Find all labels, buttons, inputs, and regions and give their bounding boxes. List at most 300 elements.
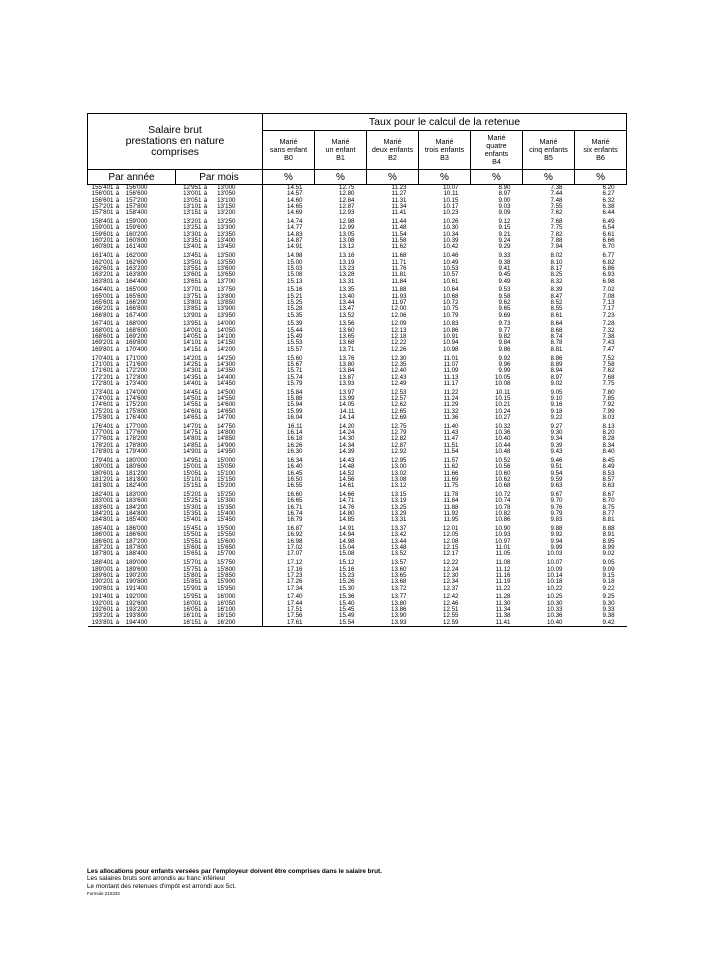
- rate-cell-b5: 10.09: [547, 565, 563, 573]
- rate-cell-b5: 8.78: [550, 339, 563, 347]
- rate-cell-b1: 13.35: [339, 286, 355, 294]
- monthly-range-to: 14'700: [217, 414, 236, 422]
- annual-range-from: 192'001: [91, 599, 114, 607]
- rate-cell-b5: 8.64: [550, 320, 563, 328]
- range-separator: à: [115, 414, 120, 422]
- rate-cell-b6: 8.57: [602, 475, 615, 483]
- monthly-range-to: 16'150: [217, 612, 236, 620]
- range-separator: à: [203, 456, 208, 464]
- monthly-range-from: 15'151: [183, 482, 202, 490]
- rate-cell-b3: 12.17: [443, 550, 459, 558]
- monthly-range-to: 13'800: [217, 292, 236, 300]
- column-header-code: B4: [492, 157, 501, 166]
- annual-range-from: 183'001: [91, 497, 114, 505]
- monthly-range-to: 13'150: [217, 203, 236, 211]
- rate-cell-b5: 8.47: [550, 292, 563, 300]
- annual-range-to: 186'600: [125, 531, 148, 539]
- range-separator: à: [115, 277, 120, 285]
- monthly-range-to: 15'700: [217, 550, 236, 558]
- range-separator: à: [115, 578, 120, 586]
- rate-cell-b6: 9.22: [602, 584, 615, 592]
- rate-cell-b3: 11.57: [443, 456, 459, 464]
- monthly-range-to: 15'450: [217, 516, 236, 524]
- footnote-rounding-salary: Les salaires bruts sont arrondis au franc inférieur: [87, 875, 226, 883]
- rate-cell-b0: 15.08: [263, 272, 315, 278]
- annual-range-from: 178'801: [91, 448, 114, 456]
- rate-cell-b6: 6.49: [602, 218, 615, 226]
- rate-cell-b3: 11.01: [443, 354, 459, 362]
- rate-cell-b3: 12.46: [443, 599, 459, 607]
- range-separator: à: [203, 388, 208, 396]
- annual-range-from: 168'001: [91, 326, 114, 334]
- rate-cell-b2: 12.53: [391, 388, 407, 396]
- monthly-range-from: 13'901: [183, 311, 202, 319]
- rate-cell-b5: 9.05: [550, 388, 563, 396]
- column-header-b3: [419, 131, 471, 170]
- rate-cell-b6: 7.99: [602, 407, 615, 415]
- annual-range-to: 172'200: [125, 367, 148, 375]
- range-separator: à: [115, 584, 120, 592]
- annual-range-from: 165'001: [91, 292, 114, 300]
- rate-cell-b1: 14.66: [339, 490, 355, 498]
- rate-cell-b3: 12.59: [419, 620, 471, 627]
- annual-range-to: 181'800: [125, 475, 148, 483]
- rate-cell-b0: 15.60: [263, 356, 315, 362]
- monthly-range-to: 14'200: [217, 345, 236, 353]
- range-separator: à: [115, 456, 120, 464]
- rate-cell-b4: 10.97: [495, 537, 511, 545]
- rate-cell-b5: 9.76: [550, 503, 563, 511]
- rate-cell-b5: 9.27: [550, 422, 563, 430]
- range-separator: à: [115, 252, 120, 260]
- rate-cell-b0: 15.39: [263, 321, 315, 327]
- rate-cell-b2: 13.68: [391, 578, 407, 586]
- monthly-range-to: 13'400: [217, 237, 236, 245]
- rate-cell-b3: 12.37: [443, 584, 459, 592]
- annual-range-from: 187'201: [91, 544, 114, 552]
- range-separator: à: [115, 292, 120, 300]
- rate-cell-b1: 13.31: [339, 277, 355, 285]
- annual-range-to: 174'000: [125, 388, 148, 396]
- column-header-l2: sans enfant: [269, 145, 308, 154]
- range-separator: à: [115, 190, 120, 198]
- monthly-range-from: 15'001: [183, 463, 202, 471]
- annual-range-from: 156'601: [91, 196, 114, 204]
- rate-cell-b0: 15.25: [263, 300, 315, 306]
- rate-cell-b3: 12.15: [443, 544, 459, 552]
- rate-cell-b2: 12.43: [391, 373, 407, 381]
- monthly-range-to: 13'000: [217, 184, 236, 191]
- annual-range-from: 160'801: [91, 243, 114, 251]
- rate-cell-b4: 9.45: [498, 271, 511, 279]
- range-separator: à: [115, 237, 120, 245]
- annual-range-to: 162'600: [125, 258, 148, 266]
- annual-range-from: 171'601: [91, 367, 114, 375]
- rate-cell-b1: 13.44: [339, 299, 355, 307]
- rate-cell-b2: 13.25: [391, 503, 407, 511]
- rate-cell-b0: 17.40: [263, 594, 315, 600]
- rate-cell-b1: 15.12: [339, 559, 355, 567]
- range-separator: à: [115, 422, 120, 430]
- rate-cell-b1: 13.40: [339, 292, 355, 300]
- monthly-range-to: 13'700: [217, 277, 236, 285]
- rate-cell-b2: 12.00: [391, 305, 407, 313]
- rate-cell-b6: 8.63: [602, 482, 615, 490]
- annual-range-to: 160'200: [125, 230, 148, 238]
- monthly-range-from: 14'951: [183, 456, 202, 464]
- rate-cell-b5: 10.33: [547, 606, 563, 613]
- range-separator: à: [115, 525, 120, 533]
- rate-cell-b6: 7.62: [602, 367, 615, 375]
- rate-cell-b1: 14.52: [339, 469, 355, 477]
- monthly-range-from: 14'101: [183, 339, 202, 347]
- rate-cell-b2: 13.80: [391, 599, 407, 607]
- monthly-range-from: 14'051: [183, 333, 202, 341]
- rate-cell-b2: 13.19: [391, 497, 407, 505]
- rate-cell-b6: 9.18: [602, 578, 615, 586]
- rate-cell-b4: 9.29: [498, 243, 511, 251]
- range-separator: à: [203, 277, 208, 285]
- range-separator: à: [203, 599, 208, 607]
- rate-cell-b6: 7.38: [602, 333, 615, 341]
- range-separator: à: [115, 606, 120, 613]
- range-separator: à: [203, 224, 208, 232]
- rate-cell-b1: 12.80: [339, 190, 355, 198]
- rate-cell-b4: 10.93: [495, 531, 511, 539]
- annual-range-to: 171'600: [125, 360, 148, 368]
- rate-cell-b3: 12.30: [443, 571, 459, 579]
- rate-cell-b0: 16.71: [263, 505, 315, 511]
- rate-cell-b6: 9.09: [602, 565, 615, 573]
- rate-cell-b2: 12.18: [391, 333, 407, 341]
- monthly-range-to: 13'250: [217, 218, 236, 226]
- range-separator: à: [115, 407, 120, 415]
- rate-cell-b5: 9.46: [550, 456, 563, 464]
- annual-range-from: 159'601: [91, 230, 114, 238]
- rate-cell-b5: 7.88: [550, 237, 563, 245]
- rate-cell-b0: 15.03: [263, 266, 315, 272]
- rate-cell-b3: 11.78: [443, 490, 459, 498]
- rate-cell-b6: 8.70: [602, 497, 615, 505]
- annual-range-to: 162'000: [125, 252, 148, 260]
- rate-cell-b3: 10.83: [443, 320, 459, 328]
- annual-range-to: 163'200: [125, 264, 148, 272]
- rate-cell-b3: 11.84: [443, 497, 459, 505]
- rate-cell-b5: 9.34: [550, 435, 563, 443]
- annual-range-to: 175'800: [125, 407, 148, 415]
- rate-cell-b1: 14.34: [339, 441, 355, 449]
- rate-cell-b4: 8.90: [498, 184, 511, 191]
- rate-cell-b6: 9.15: [602, 571, 615, 579]
- range-separator: à: [115, 510, 120, 518]
- monthly-range-to: 14'950: [217, 448, 236, 456]
- range-separator: à: [115, 388, 120, 396]
- rate-cell-b2: 13.72: [391, 584, 407, 592]
- rate-cell-b3: 10.39: [443, 237, 459, 245]
- rate-cell-b0: 14.77: [263, 225, 315, 231]
- range-separator: à: [115, 345, 120, 353]
- annual-range-from: 189'001: [91, 565, 114, 573]
- monthly-range-from: 12'951: [183, 184, 202, 191]
- annual-range-to: 157'200: [125, 196, 148, 204]
- rate-cell-b5: 8.89: [550, 360, 563, 368]
- annual-range-to: 194'400: [125, 618, 148, 626]
- rate-cell-b6: 7.13: [602, 299, 615, 307]
- rate-cell-b4: 9.03: [498, 203, 511, 211]
- rate-cell-b4: 11.30: [495, 599, 511, 607]
- rate-cell-b0: 15.99: [263, 409, 315, 415]
- footnotes: [87, 868, 382, 898]
- rate-cell-b0: 16.40: [263, 464, 315, 470]
- rate-cell-b0: 15.74: [263, 375, 315, 381]
- annual-range-to: 164'400: [125, 277, 148, 285]
- rate-cell-b1: 13.56: [339, 320, 355, 328]
- rate-cell-b5: 9.16: [550, 401, 563, 409]
- tax-rate-table: [87, 113, 627, 627]
- rate-cell-b3: 10.30: [443, 224, 459, 232]
- rate-cell-b5: 9.83: [550, 516, 563, 524]
- rate-cell-b1: 14.61: [339, 482, 355, 490]
- range-separator: à: [203, 218, 208, 226]
- rate-cell-b5: 9.59: [550, 475, 563, 483]
- rate-cell-b3: 11.69: [443, 475, 459, 483]
- column-header-l2: un enfant: [325, 145, 356, 154]
- range-separator: à: [115, 544, 120, 552]
- rate-cell-b1: 13.99: [339, 395, 355, 402]
- rate-cell-b4: 10.82: [495, 510, 511, 518]
- rate-cell-b1: 14.91: [339, 525, 355, 533]
- rate-cell-b0: 14.87: [263, 238, 315, 244]
- annual-range-from: 172'201: [91, 373, 114, 381]
- annual-range-from: 166'201: [91, 305, 114, 313]
- rate-cell-b5: 9.39: [550, 441, 563, 449]
- range-separator: à: [203, 243, 208, 251]
- monthly-range-to: 14'050: [217, 326, 236, 334]
- rate-cell-b6: 6.82: [602, 258, 615, 266]
- rate-cell-b0: 15.94: [263, 402, 315, 408]
- monthly-range-from: 15'951: [183, 593, 202, 601]
- annual-range-to: 190'200: [125, 571, 148, 579]
- rate-cell-b0: 15.49: [263, 334, 315, 340]
- rate-cell-b4: 10.72: [495, 490, 511, 498]
- range-separator: à: [203, 578, 208, 586]
- rate-cell-b6: 7.43: [602, 339, 615, 347]
- rate-cell-b5: 8.25: [550, 271, 563, 279]
- annual-range-from: 187'801: [91, 550, 114, 558]
- rate-cell-b6: 9.42: [575, 620, 627, 627]
- rate-cell-b0: 15.28: [263, 306, 315, 312]
- monthly-range-from: 15'601: [183, 544, 202, 552]
- annual-range-from: 191'401: [91, 593, 114, 601]
- annual-range-to: 172'800: [125, 373, 148, 381]
- rate-cell-b5: 7.75: [550, 224, 563, 232]
- rate-cell-b6: 6.70: [602, 243, 615, 251]
- rate-cell-b0: 16.74: [263, 511, 315, 517]
- rate-cell-b0: 17.51: [263, 607, 315, 613]
- annual-range-from: 193'801: [91, 618, 114, 626]
- rate-cell-b2: 11.41: [391, 209, 407, 217]
- rate-cell-b5: 8.39: [550, 286, 563, 294]
- annual-range-from: 177'001: [91, 429, 114, 437]
- rate-cell-b6: 9.38: [602, 612, 615, 620]
- rate-cell-b5: 10.36: [547, 612, 563, 620]
- rate-cell-b4: 10.86: [495, 516, 511, 524]
- percent-header: %: [367, 170, 419, 185]
- rate-cell-b1: 13.16: [339, 252, 355, 260]
- range-separator: à: [115, 184, 120, 191]
- annual-range-to: 158'400: [125, 209, 148, 217]
- rate-cell-b6: 8.67: [602, 490, 615, 498]
- column-header-l2: trois enfants: [424, 145, 465, 154]
- rate-cell-b4: 9.86: [498, 345, 511, 353]
- rate-cell-b4: 11.08: [495, 559, 511, 567]
- monthly-range-to: 14'150: [217, 339, 236, 347]
- range-separator: à: [203, 469, 208, 477]
- rate-cell-b6: 6.98: [602, 277, 615, 285]
- rate-cell-b1: 15.49: [339, 612, 355, 620]
- annual-range-to: 175'200: [125, 401, 148, 409]
- rate-cell-b6: 6.54: [602, 224, 615, 232]
- annual-range-to: 166'800: [125, 305, 148, 313]
- rate-cell-b0: 15.88: [263, 396, 315, 402]
- rate-cell-b2: 12.62: [391, 401, 407, 409]
- rate-cell-b6: 9.30: [602, 599, 615, 607]
- range-separator: à: [115, 593, 120, 601]
- annual-range: [88, 620, 176, 627]
- range-separator: à: [203, 230, 208, 238]
- annual-range-to: 159'600: [125, 224, 148, 232]
- range-separator: à: [115, 537, 120, 545]
- annual-range-from: 171'001: [91, 360, 114, 368]
- annual-range-to: 193'800: [125, 612, 148, 620]
- range-separator: à: [115, 565, 120, 573]
- monthly-range-to: 14'500: [217, 388, 236, 396]
- rate-cell-b5: 9.63: [550, 482, 563, 490]
- rate-cell-b6: 6.27: [602, 190, 615, 198]
- rate-cell-b4: 10.08: [495, 379, 511, 387]
- monthly-range-from: 13'401: [183, 243, 202, 251]
- range-separator: à: [203, 503, 208, 511]
- rate-cell-b4: 9.09: [498, 209, 511, 217]
- range-separator: à: [203, 345, 208, 353]
- monthly-range-from: 13'651: [183, 277, 202, 285]
- rate-cell-b0: 16.50: [263, 477, 315, 483]
- annual-range-to: 182'400: [125, 482, 148, 490]
- rate-cell-b2: 11.68: [391, 252, 407, 260]
- rate-cell-b4: 10.32: [495, 422, 511, 430]
- rate-cell-b5: 8.97: [550, 373, 563, 381]
- rate-cell-b3: 10.26: [443, 218, 459, 226]
- range-separator: à: [115, 243, 120, 251]
- rate-cell-b0: 15.16: [263, 287, 315, 293]
- monthly-range-to: 15'750: [217, 559, 236, 567]
- annual-range-from: 167'401: [91, 320, 114, 328]
- annual-range-from: 176'401: [91, 422, 114, 430]
- range-separator: à: [203, 544, 208, 552]
- column-header-code: B1: [336, 153, 345, 162]
- percent-header: %: [315, 170, 367, 185]
- rate-cell-b3: 11.51: [443, 441, 459, 449]
- monthly-range-to: 14'650: [217, 407, 236, 415]
- range-separator: à: [115, 305, 120, 313]
- annual-range-to: 165'600: [125, 292, 148, 300]
- column-header-code: B6: [596, 153, 605, 162]
- monthly-range-to: 16'000: [217, 593, 236, 601]
- rate-cell-b0: 14.65: [263, 204, 315, 210]
- rate-cell-b0: 15.84: [263, 390, 315, 396]
- annual-range-from: 156'001: [91, 190, 114, 198]
- annual-range-to: 187'200: [125, 537, 148, 545]
- annual-range-to: 189'600: [125, 565, 148, 573]
- rate-cell-b4: 10.62: [495, 475, 511, 483]
- annual-range-from: 172'801: [91, 379, 114, 387]
- rate-cell-b3: 11.88: [443, 503, 459, 511]
- monthly-range-to: 14'300: [217, 360, 236, 368]
- rate-cell-b5: 7.68: [550, 218, 563, 226]
- annual-range-to: 181'200: [125, 469, 148, 477]
- rate-cell-b6: 7.80: [602, 388, 615, 396]
- rate-cell-b1: 14.14: [339, 414, 355, 422]
- column-header-b2: [367, 131, 419, 170]
- range-separator: à: [115, 475, 120, 483]
- monthly-range-from: 14'651: [183, 414, 202, 422]
- monthly-range-from: 13'051: [183, 196, 202, 204]
- rate-cell-b5: 7.55: [550, 203, 563, 211]
- annual-range-to: 163'800: [125, 271, 148, 279]
- annual-range-from: 181'801: [91, 482, 114, 490]
- annual-range-to: 156'600: [125, 190, 148, 198]
- range-separator: à: [203, 333, 208, 341]
- range-separator: à: [203, 209, 208, 217]
- monthly-range-from: 15'651: [183, 550, 202, 558]
- rate-cell-b2: 11.62: [391, 243, 407, 251]
- rate-cell-b0: 16.45: [263, 471, 315, 477]
- range-separator: à: [203, 475, 208, 483]
- annual-range-to: 185'400: [125, 516, 148, 524]
- rate-cell-b1: 15.36: [339, 593, 355, 601]
- column-header-b5: [523, 131, 575, 170]
- rate-cell-b2: 13.65: [391, 571, 407, 579]
- column-header-l2: six enfants: [583, 145, 618, 154]
- annual-range-from: 163'201: [91, 271, 114, 279]
- rate-cell-b4: 9.00: [498, 196, 511, 204]
- rate-cell-b1: 12.75: [339, 184, 355, 191]
- rate-cell-b0: 16.26: [263, 443, 315, 449]
- annual-range-from: 174'001: [91, 395, 114, 402]
- range-separator: à: [203, 401, 208, 409]
- rate-cell-b4: 9.99: [498, 367, 511, 375]
- column-header-b0: [263, 131, 315, 170]
- range-separator: à: [203, 584, 208, 592]
- column-header-b4: [471, 131, 523, 170]
- rate-cell-b5: 10.07: [547, 559, 563, 567]
- monthly-range-from: 16'151: [183, 618, 202, 626]
- range-separator: à: [115, 612, 120, 620]
- annual-range-to: 187'800: [125, 544, 148, 552]
- rate-cell-b5: 8.61: [550, 311, 563, 319]
- annual-range-from: 173'401: [91, 388, 114, 396]
- monthly-range-from: 13'201: [183, 218, 202, 226]
- monthly-range-to: 15'400: [217, 510, 236, 518]
- rate-cell-b3: 10.17: [443, 203, 459, 211]
- monthly-range-from: 13'751: [183, 292, 202, 300]
- rate-cell-b1: 14.24: [339, 429, 355, 437]
- rate-cell-b1: 12.93: [339, 209, 355, 217]
- annual-range-from: 166'801: [91, 311, 114, 319]
- range-separator: à: [115, 360, 120, 368]
- rate-cell-b5: 9.43: [550, 448, 563, 456]
- rate-cell-b2: 11.97: [391, 299, 407, 307]
